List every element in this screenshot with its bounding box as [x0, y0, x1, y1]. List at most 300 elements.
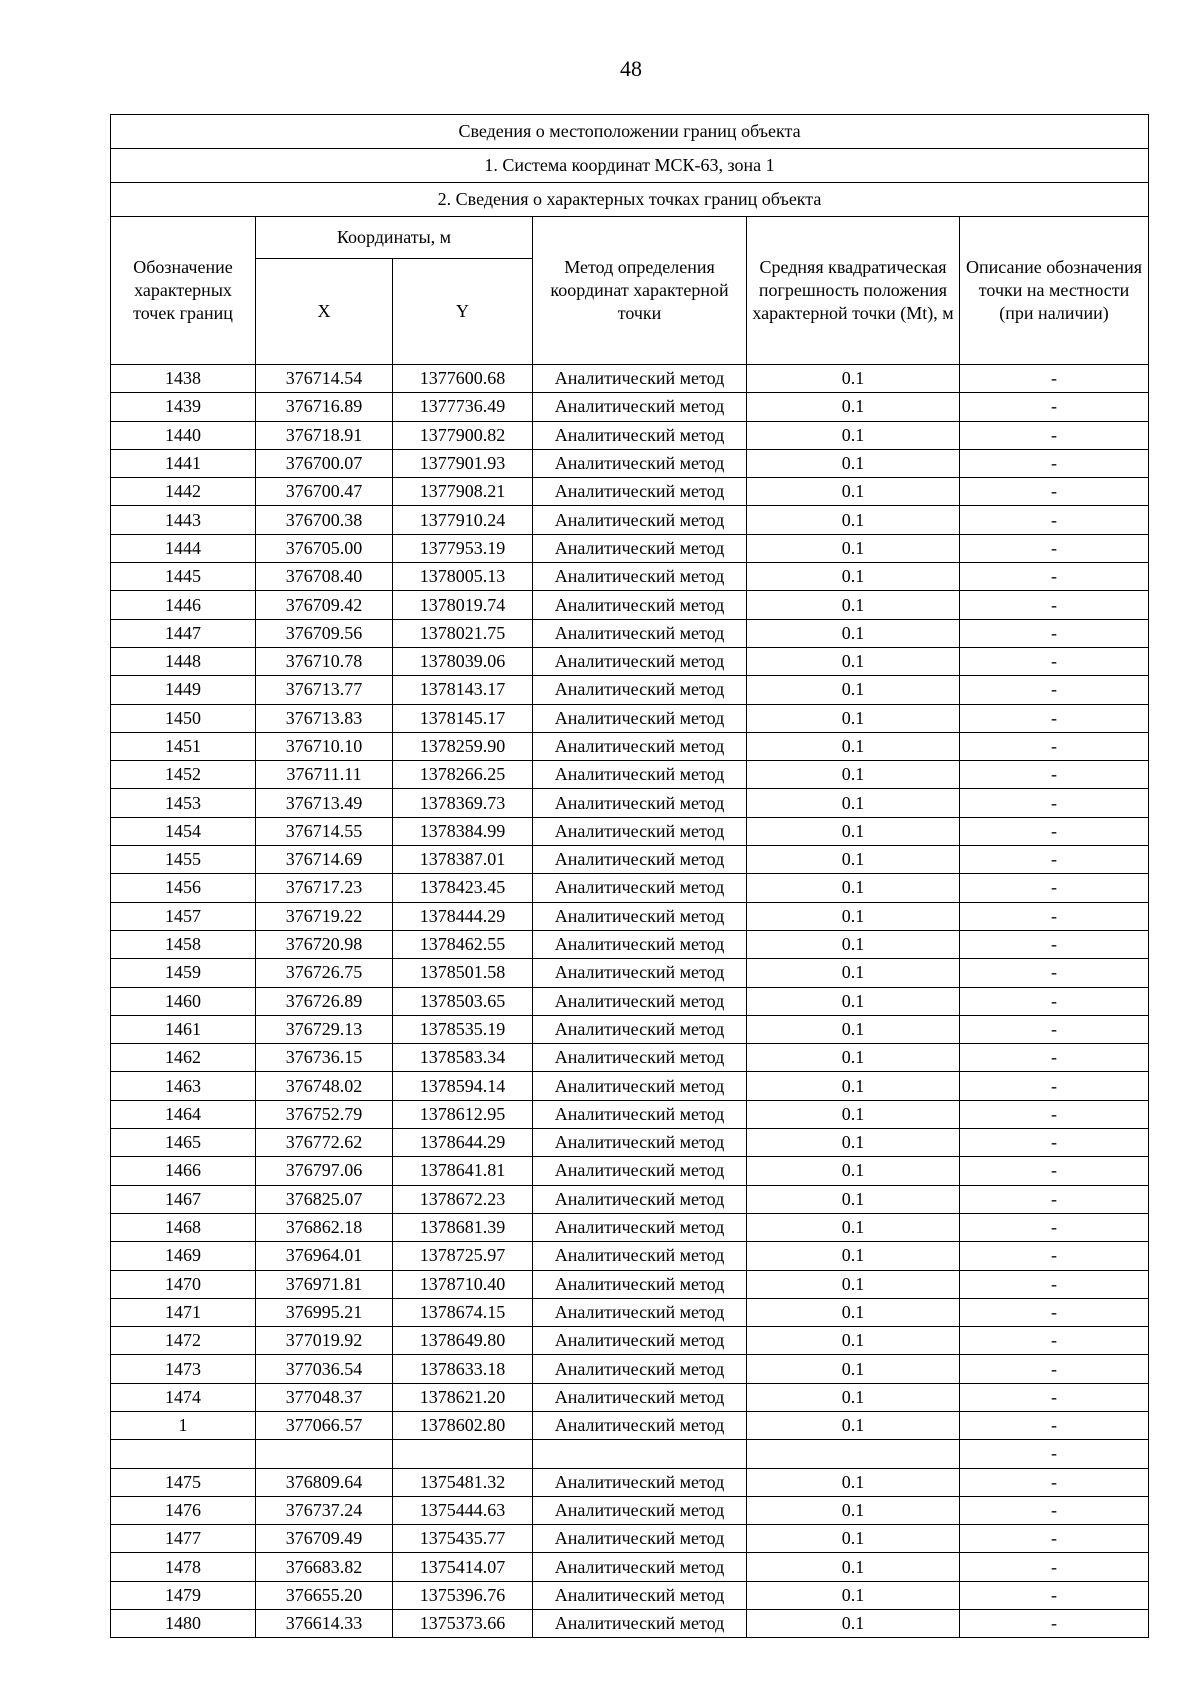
description-cell: - [960, 619, 1149, 647]
method-cell: Аналитический метод [533, 1242, 747, 1270]
y-coord-cell [393, 1440, 533, 1468]
error-cell: 0.1 [747, 874, 960, 902]
y-coord-cell: 1378019.74 [393, 591, 533, 619]
table-row [111, 619, 1149, 647]
method-cell: Аналитический метод [533, 1185, 747, 1213]
description-cell: - [960, 1157, 1149, 1185]
table-row [111, 930, 1149, 958]
error-cell: 0.1 [747, 1355, 960, 1383]
table-row [111, 478, 1149, 506]
error-cell: 0.1 [747, 421, 960, 449]
error-cell: 0.1 [747, 789, 960, 817]
x-coord-cell: 376718.91 [256, 421, 393, 449]
point-id-cell: 1478 [111, 1553, 256, 1581]
description-cell: - [960, 1298, 1149, 1326]
x-coord-cell: 376729.13 [256, 1015, 393, 1043]
x-coord-cell: 376714.55 [256, 817, 393, 845]
table-row [111, 449, 1149, 477]
table-row [111, 421, 1149, 449]
table-row [111, 1100, 1149, 1128]
x-coord-cell: 377036.54 [256, 1355, 393, 1383]
y-coord-cell: 1378462.55 [393, 930, 533, 958]
point-id-cell: 1477 [111, 1525, 256, 1553]
y-coord-cell: 1377910.24 [393, 506, 533, 534]
point-id-cell: 1448 [111, 647, 256, 675]
error-cell: 0.1 [747, 1213, 960, 1241]
point-id-cell: 1466 [111, 1157, 256, 1185]
table-row [111, 1496, 1149, 1524]
header-coordinates: Координаты, м [256, 217, 533, 259]
description-cell: - [960, 647, 1149, 675]
header-error: Средняя квадратическая погрешность положения характерной точки (Mt), м [747, 217, 960, 365]
description-cell: - [960, 365, 1149, 393]
y-coord-cell: 1378641.81 [393, 1157, 533, 1185]
y-coord-cell: 1378583.34 [393, 1044, 533, 1072]
error-cell: 0.1 [747, 365, 960, 393]
error-cell: 0.1 [747, 930, 960, 958]
y-coord-cell: 1377901.93 [393, 449, 533, 477]
table-row [111, 987, 1149, 1015]
points-section-title: 2. Сведения о характерных точках границ объекта [111, 183, 1149, 217]
x-coord-cell: 376714.69 [256, 846, 393, 874]
description-cell: - [960, 930, 1149, 958]
x-coord-cell: 376995.21 [256, 1298, 393, 1326]
y-coord-cell: 1378384.99 [393, 817, 533, 845]
method-cell: Аналитический метод [533, 1383, 747, 1411]
table-row [111, 902, 1149, 930]
table-row [111, 591, 1149, 619]
description-cell: - [960, 1044, 1149, 1072]
y-coord-cell: 1377900.82 [393, 421, 533, 449]
point-id-cell: 1469 [111, 1242, 256, 1270]
y-coord-cell: 1378259.90 [393, 732, 533, 760]
table-row [111, 732, 1149, 760]
description-cell: - [960, 1213, 1149, 1241]
error-cell: 0.1 [747, 1185, 960, 1213]
table-row [111, 1044, 1149, 1072]
point-id-cell: 1465 [111, 1129, 256, 1157]
point-id-cell: 1 [111, 1411, 256, 1439]
error-cell: 0.1 [747, 1411, 960, 1439]
y-coord-cell: 1378674.15 [393, 1298, 533, 1326]
description-cell: - [960, 1129, 1149, 1157]
table-row [111, 1581, 1149, 1609]
method-cell: Аналитический метод [533, 591, 747, 619]
x-coord-cell: 376709.42 [256, 591, 393, 619]
y-coord-cell: 1378644.29 [393, 1129, 533, 1157]
error-cell: 0.1 [747, 676, 960, 704]
point-id-cell: 1479 [111, 1581, 256, 1609]
method-cell: Аналитический метод [533, 1015, 747, 1043]
method-cell: Аналитический метод [533, 1355, 747, 1383]
header-description: Описание обозначения точки на местности (при наличии) [960, 217, 1149, 365]
method-cell: Аналитический метод [533, 1610, 747, 1638]
description-cell: - [960, 1468, 1149, 1496]
description-cell: - [960, 1185, 1149, 1213]
error-cell: 0.1 [747, 846, 960, 874]
table-row [111, 1411, 1149, 1439]
error-cell: 0.1 [747, 591, 960, 619]
method-cell: Аналитический метод [533, 1298, 747, 1326]
x-coord-cell: 376700.47 [256, 478, 393, 506]
error-cell: 0.1 [747, 1525, 960, 1553]
point-id-cell: 1461 [111, 1015, 256, 1043]
description-cell: - [960, 902, 1149, 930]
table-row [111, 846, 1149, 874]
x-coord-cell: 376964.01 [256, 1242, 393, 1270]
method-cell: Аналитический метод [533, 1468, 747, 1496]
point-id-cell: 1472 [111, 1327, 256, 1355]
x-coord-cell: 376719.22 [256, 902, 393, 930]
description-cell: - [960, 959, 1149, 987]
error-cell: 0.1 [747, 704, 960, 732]
method-cell: Аналитический метод [533, 1327, 747, 1355]
page-number: 48 [620, 56, 642, 81]
point-id-cell: 1455 [111, 846, 256, 874]
point-id-cell [111, 1440, 256, 1468]
error-cell: 0.1 [747, 647, 960, 675]
point-id-cell: 1467 [111, 1185, 256, 1213]
x-coord-cell: 376797.06 [256, 1157, 393, 1185]
error-cell: 0.1 [747, 563, 960, 591]
point-id-cell: 1468 [111, 1213, 256, 1241]
table-row [111, 1129, 1149, 1157]
method-cell: Аналитический метод [533, 1496, 747, 1524]
method-cell: Аналитический метод [533, 506, 747, 534]
y-coord-cell: 1375414.07 [393, 1553, 533, 1581]
description-cell: - [960, 478, 1149, 506]
error-cell: 0.1 [747, 1298, 960, 1326]
y-coord-cell: 1378672.23 [393, 1185, 533, 1213]
y-coord-cell: 1375373.66 [393, 1610, 533, 1638]
table-row [111, 1270, 1149, 1298]
y-coord-cell: 1378039.06 [393, 647, 533, 675]
y-coord-cell: 1375481.32 [393, 1468, 533, 1496]
error-cell: 0.1 [747, 1610, 960, 1638]
description-cell: - [960, 1440, 1149, 1468]
point-id-cell: 1441 [111, 449, 256, 477]
description-cell: - [960, 534, 1149, 562]
method-cell: Аналитический метод [533, 1525, 747, 1553]
y-coord-cell: 1378633.18 [393, 1355, 533, 1383]
error-cell: 0.1 [747, 1468, 960, 1496]
error-cell: 0.1 [747, 478, 960, 506]
x-coord-cell: 376716.89 [256, 393, 393, 421]
description-cell: - [960, 1383, 1149, 1411]
point-id-cell: 1453 [111, 789, 256, 817]
x-coord-cell: 376711.11 [256, 761, 393, 789]
y-coord-cell: 1378423.45 [393, 874, 533, 902]
x-coord-cell: 376713.49 [256, 789, 393, 817]
point-id-cell: 1451 [111, 732, 256, 760]
error-cell: 0.1 [747, 1581, 960, 1609]
error-cell: 0.1 [747, 1327, 960, 1355]
error-cell: 0.1 [747, 1129, 960, 1157]
x-coord-cell: 376655.20 [256, 1581, 393, 1609]
method-cell: Аналитический метод [533, 761, 747, 789]
x-coord-cell: 376862.18 [256, 1213, 393, 1241]
y-coord-cell: 1375396.76 [393, 1581, 533, 1609]
description-cell: - [960, 789, 1149, 817]
y-coord-cell: 1378612.95 [393, 1100, 533, 1128]
y-coord-cell: 1377953.19 [393, 534, 533, 562]
y-coord-cell: 1377908.21 [393, 478, 533, 506]
point-id-cell: 1440 [111, 421, 256, 449]
table-row [111, 874, 1149, 902]
description-cell: - [960, 506, 1149, 534]
point-id-cell: 1471 [111, 1298, 256, 1326]
error-cell: 0.1 [747, 817, 960, 845]
error-cell: 0.1 [747, 506, 960, 534]
description-cell: - [960, 732, 1149, 760]
description-cell: - [960, 563, 1149, 591]
description-cell: - [960, 421, 1149, 449]
description-cell: - [960, 676, 1149, 704]
x-coord-cell: 376772.62 [256, 1129, 393, 1157]
error-cell: 0.1 [747, 987, 960, 1015]
table-row [111, 365, 1149, 393]
y-coord-cell: 1378143.17 [393, 676, 533, 704]
point-id-cell: 1447 [111, 619, 256, 647]
point-id-cell: 1480 [111, 1610, 256, 1638]
description-cell: - [960, 704, 1149, 732]
method-cell: Аналитический метод [533, 449, 747, 477]
table-row [111, 1440, 1149, 1468]
x-coord-cell: 376709.49 [256, 1525, 393, 1553]
table-row [111, 393, 1149, 421]
method-cell: Аналитический метод [533, 1553, 747, 1581]
error-cell: 0.1 [747, 1496, 960, 1524]
description-cell: - [960, 1100, 1149, 1128]
table-row [111, 1157, 1149, 1185]
table-row [111, 1553, 1149, 1581]
table-row [111, 506, 1149, 534]
description-cell: - [960, 1610, 1149, 1638]
x-coord-cell: 376713.83 [256, 704, 393, 732]
point-id-cell: 1444 [111, 534, 256, 562]
error-cell: 0.1 [747, 619, 960, 647]
y-coord-cell: 1378444.29 [393, 902, 533, 930]
method-cell: Аналитический метод [533, 732, 747, 760]
table-row [111, 1072, 1149, 1100]
method-cell [533, 1440, 747, 1468]
table-body [111, 365, 1149, 1638]
table-row [111, 676, 1149, 704]
point-id-cell: 1460 [111, 987, 256, 1015]
method-cell: Аналитический метод [533, 393, 747, 421]
method-cell: Аналитический метод [533, 365, 747, 393]
description-cell: - [960, 1525, 1149, 1553]
y-coord-cell: 1378602.80 [393, 1411, 533, 1439]
table-row [111, 1015, 1149, 1043]
x-coord-cell: 376720.98 [256, 930, 393, 958]
header-x: X [256, 259, 393, 365]
method-cell: Аналитический метод [533, 647, 747, 675]
y-coord-cell: 1378021.75 [393, 619, 533, 647]
point-id-cell: 1474 [111, 1383, 256, 1411]
method-cell: Аналитический метод [533, 704, 747, 732]
error-cell: 0.1 [747, 1072, 960, 1100]
description-cell: - [960, 1327, 1149, 1355]
x-coord-cell: 376614.33 [256, 1610, 393, 1638]
method-cell: Аналитический метод [533, 1072, 747, 1100]
table-row [111, 1355, 1149, 1383]
y-coord-cell: 1375444.63 [393, 1496, 533, 1524]
error-cell: 0.1 [747, 449, 960, 477]
x-coord-cell: 376736.15 [256, 1044, 393, 1072]
y-coord-cell: 1378369.73 [393, 789, 533, 817]
table-row [111, 1327, 1149, 1355]
y-coord-cell: 1378387.01 [393, 846, 533, 874]
description-cell: - [960, 1411, 1149, 1439]
error-cell: 0.1 [747, 1044, 960, 1072]
x-coord-cell: 376726.89 [256, 987, 393, 1015]
method-cell: Аналитический метод [533, 1129, 747, 1157]
point-id-cell: 1442 [111, 478, 256, 506]
table-row [111, 1383, 1149, 1411]
description-cell: - [960, 1355, 1149, 1383]
error-cell: 0.1 [747, 1270, 960, 1298]
y-coord-cell: 1378005.13 [393, 563, 533, 591]
table-row [111, 817, 1149, 845]
x-coord-cell: 376737.24 [256, 1496, 393, 1524]
point-id-cell: 1449 [111, 676, 256, 704]
table-row [111, 789, 1149, 817]
method-cell: Аналитический метод [533, 1411, 747, 1439]
point-id-cell: 1450 [111, 704, 256, 732]
x-coord-cell [256, 1440, 393, 1468]
error-cell: 0.1 [747, 1015, 960, 1043]
method-cell: Аналитический метод [533, 1100, 747, 1128]
point-id-cell: 1445 [111, 563, 256, 591]
description-cell: - [960, 1072, 1149, 1100]
method-cell: Аналитический метод [533, 902, 747, 930]
point-id-cell: 1457 [111, 902, 256, 930]
table-row [111, 1525, 1149, 1553]
point-id-cell: 1452 [111, 761, 256, 789]
point-id-cell: 1459 [111, 959, 256, 987]
x-coord-cell: 376809.64 [256, 1468, 393, 1496]
error-cell: 0.1 [747, 1553, 960, 1581]
point-id-cell: 1476 [111, 1496, 256, 1524]
x-coord-cell: 376700.07 [256, 449, 393, 477]
error-cell: 0.1 [747, 393, 960, 421]
point-id-cell: 1470 [111, 1270, 256, 1298]
method-cell: Аналитический метод [533, 1581, 747, 1609]
x-coord-cell: 376726.75 [256, 959, 393, 987]
point-id-cell: 1446 [111, 591, 256, 619]
method-cell: Аналитический метод [533, 846, 747, 874]
header-method: Метод определения координат характерной точки [533, 217, 747, 365]
point-id-cell: 1473 [111, 1355, 256, 1383]
table-row [111, 761, 1149, 789]
error-cell [747, 1440, 960, 1468]
error-cell: 0.1 [747, 1157, 960, 1185]
error-cell: 0.1 [747, 1100, 960, 1128]
point-id-cell: 1475 [111, 1468, 256, 1496]
x-coord-cell: 376713.77 [256, 676, 393, 704]
method-cell: Аналитический метод [533, 1044, 747, 1072]
y-coord-cell: 1378594.14 [393, 1072, 533, 1100]
table-row [111, 1185, 1149, 1213]
table-row [111, 704, 1149, 732]
method-cell: Аналитический метод [533, 789, 747, 817]
error-cell: 0.1 [747, 902, 960, 930]
y-coord-cell: 1378649.80 [393, 1327, 533, 1355]
table-row [111, 1242, 1149, 1270]
error-cell: 0.1 [747, 761, 960, 789]
description-cell: - [960, 1242, 1149, 1270]
y-coord-cell: 1378501.58 [393, 959, 533, 987]
x-coord-cell: 376752.79 [256, 1100, 393, 1128]
x-coord-cell: 377048.37 [256, 1383, 393, 1411]
point-id-cell: 1463 [111, 1072, 256, 1100]
method-cell: Аналитический метод [533, 1213, 747, 1241]
description-cell: - [960, 1553, 1149, 1581]
y-coord-cell: 1375435.77 [393, 1525, 533, 1553]
y-coord-cell: 1378725.97 [393, 1242, 533, 1270]
description-cell: - [960, 1581, 1149, 1609]
point-id-cell: 1443 [111, 506, 256, 534]
error-cell: 0.1 [747, 1242, 960, 1270]
x-coord-cell: 376971.81 [256, 1270, 393, 1298]
method-cell: Аналитический метод [533, 478, 747, 506]
point-id-cell: 1458 [111, 930, 256, 958]
description-cell: - [960, 846, 1149, 874]
method-cell: Аналитический метод [533, 1157, 747, 1185]
description-cell: - [960, 591, 1149, 619]
x-coord-cell: 377019.92 [256, 1327, 393, 1355]
point-id-cell: 1462 [111, 1044, 256, 1072]
header-y: Y [393, 259, 533, 365]
x-coord-cell: 376748.02 [256, 1072, 393, 1100]
method-cell: Аналитический метод [533, 563, 747, 591]
x-coord-cell: 376714.54 [256, 365, 393, 393]
error-cell: 0.1 [747, 959, 960, 987]
table-row [111, 563, 1149, 591]
x-coord-cell: 376700.38 [256, 506, 393, 534]
y-coord-cell: 1378503.65 [393, 987, 533, 1015]
table-row [111, 1298, 1149, 1326]
x-coord-cell: 376705.00 [256, 534, 393, 562]
table-row [111, 1610, 1149, 1638]
point-id-cell: 1456 [111, 874, 256, 902]
x-coord-cell: 376710.10 [256, 732, 393, 760]
description-cell: - [960, 817, 1149, 845]
description-cell: - [960, 987, 1149, 1015]
method-cell: Аналитический метод [533, 930, 747, 958]
description-cell: - [960, 1496, 1149, 1524]
y-coord-cell: 1378145.17 [393, 704, 533, 732]
x-coord-cell: 376709.56 [256, 619, 393, 647]
x-coord-cell: 376717.23 [256, 874, 393, 902]
x-coord-cell: 376710.78 [256, 647, 393, 675]
description-cell: - [960, 1015, 1149, 1043]
header-point-designation: Обозначение характерных точек границ [111, 217, 256, 365]
table-title: Сведения о местоположении границ объекта [111, 115, 1149, 149]
coordinate-system-title: 1. Система координат МСК-63, зона 1 [111, 149, 1149, 183]
description-cell: - [960, 761, 1149, 789]
point-id-cell: 1464 [111, 1100, 256, 1128]
method-cell: Аналитический метод [533, 421, 747, 449]
error-cell: 0.1 [747, 732, 960, 760]
method-cell: Аналитический метод [533, 619, 747, 647]
x-coord-cell: 376683.82 [256, 1553, 393, 1581]
method-cell: Аналитический метод [533, 959, 747, 987]
description-cell: - [960, 1270, 1149, 1298]
y-coord-cell: 1378710.40 [393, 1270, 533, 1298]
point-id-cell: 1439 [111, 393, 256, 421]
